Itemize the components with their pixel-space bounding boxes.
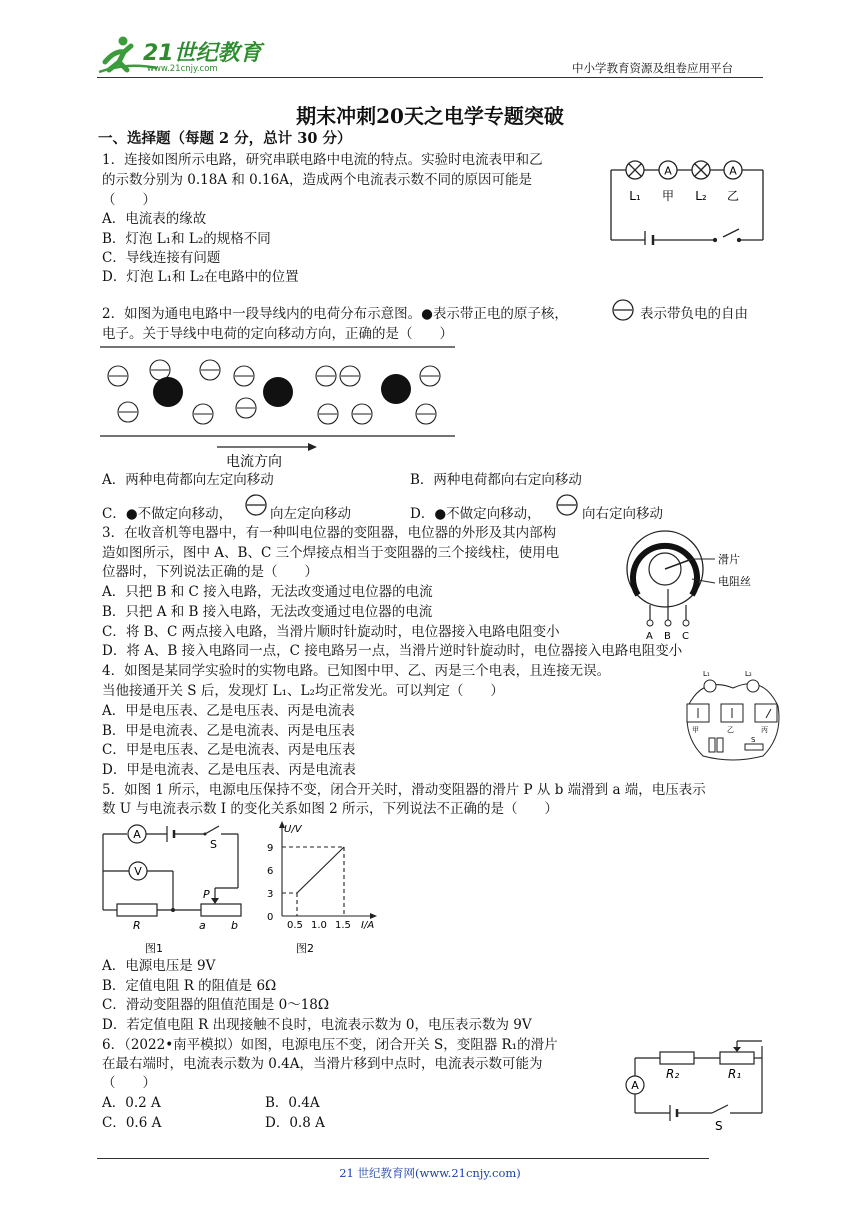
q1-circuit-figure xyxy=(605,155,770,245)
q5-option-d: D．若定值电阻 R 出现接触不良时，电流表示数为 0，电压表示数为 9V xyxy=(102,1017,532,1033)
q3-fig-A: A xyxy=(646,631,653,642)
q4-line2: 当他接通开关 S 后，发现灯 L₁、L₂均正常发光。可以判定（ ） xyxy=(102,683,504,699)
footer-text: 21 世纪教育网(www.21cnjy.com) xyxy=(339,1166,521,1180)
q3-line3: 位器时，下列说法正确的是（ ） xyxy=(102,564,318,580)
q1-option-d: D．灯泡 L₁和 L₂在电路中的位置 xyxy=(102,269,299,285)
q5-fig2-graph xyxy=(262,818,387,958)
q1-fig-L1: L₁ xyxy=(629,189,641,203)
q2-line1a: 2．如图为通电电路中一段导线内的电荷分布示意图。●表示带正电的原子核， xyxy=(102,306,568,322)
q5-option-c: C．滑动变阻器的阻值范围是 0～18Ω xyxy=(102,997,330,1013)
q6-fig-A: A xyxy=(631,1079,639,1092)
q5-fig1-caption: 图1 xyxy=(145,942,163,955)
q5-line2: 数 U 与电流表示数 I 的变化关系如图 2 所示，下列说法不正确的是（ ） xyxy=(102,801,559,817)
footer-divider xyxy=(97,1158,709,1159)
q5-fig2-ytick: 0 xyxy=(267,912,274,923)
q3-option-a: A．只把 B 和 C 接入电路，无法改变通过电位器的电流 xyxy=(102,584,433,600)
q2-option-d1: D．●不做定向移动， xyxy=(410,506,541,522)
q5-fig2-ytick: 6 xyxy=(267,866,274,877)
q1-fig-yi: 乙 xyxy=(726,189,740,203)
q4-fig-S: S xyxy=(751,736,756,744)
q5-option-a: A．电源电压是 9V xyxy=(102,958,216,974)
q2-option-b: B．两种电荷都向右定向移动 xyxy=(410,472,582,488)
q4-option-d: D．甲是电流表、乙是电压表、丙是电流表 xyxy=(102,762,356,778)
q4-option-c: C．甲是电压表、乙是电流表、丙是电压表 xyxy=(102,742,356,758)
q4-option-b: B．甲是电流表、乙是电流表、丙是电压表 xyxy=(102,723,355,739)
q1-line2: 的示数分别为 0.18A 和 0.16A，造成两个电流表示数不同的原因可能是 xyxy=(102,172,532,188)
logo-text: 21世纪教育 xyxy=(143,41,262,66)
q1-fig-ammeter1-label: A xyxy=(664,164,672,178)
page-title: 期末冲刺20天之电学专题突破 xyxy=(296,104,564,128)
electron-icon xyxy=(556,494,578,516)
q6-fig-R2: R₂ xyxy=(666,1067,680,1081)
q6-option-a: A．0.2 A xyxy=(102,1095,161,1111)
q3-option-c: C．将 B、C 两点接入电路，当滑片顺时针旋动时，电位器接入电路电阻变小 xyxy=(102,624,560,640)
q1-fig-jia: 甲 xyxy=(661,189,675,203)
q3-fig-wire: 电阻丝 xyxy=(718,575,751,588)
q5-fig2-xlabel: I/A xyxy=(361,920,375,931)
q1-line1: 1．连接如图所示电路，研究串联电路中电流的特点。实验时电流表甲和乙 xyxy=(102,152,543,168)
section-heading: 一、选择题（每题 2 分，总计 30 分） xyxy=(98,130,352,147)
q3-option-b: B．只把 A 和 B 接入电路，无法改变通过电位器的电流 xyxy=(102,604,433,620)
q2-option-c1: C．●不做定向移动， xyxy=(102,506,233,522)
logo-url: www.21cnjy.com xyxy=(147,64,218,74)
q3-option-d: D．将 A、B 接入电路同一点，C 接电路另一点，当滑片逆时针旋动时，电位器接入电路电阻变小 xyxy=(102,643,683,659)
q2-wire-figure xyxy=(100,344,460,474)
header-logo xyxy=(97,32,267,76)
q2-option-d2: 向右定向移动 xyxy=(582,506,663,522)
q1-fig-ammeter2-label: A xyxy=(729,164,737,178)
q4-fig-bing: 丙 xyxy=(761,726,768,734)
q4-fig-yi: 乙 xyxy=(727,726,734,734)
q3-line2: 造如图所示，图中 A、B、C 三个焊接点相当于变阻器的三个接线柱，使用电 xyxy=(102,545,560,561)
q1-option-c: C．导线连接有问题 xyxy=(102,250,221,266)
q6-circuit-figure xyxy=(620,1038,770,1133)
q5-line1: 5．如图 1 所示，电源电压保持不变，闭合开关时，滑动变阻器的滑片 P 从 b 端滑到 a 端，电压表示 xyxy=(102,782,706,798)
q4-fig-L2: L₂ xyxy=(745,670,752,678)
q3-fig-C: C xyxy=(682,631,689,642)
q4-option-a: A．甲是电压表、乙是电压表、丙是电流表 xyxy=(102,703,355,719)
q3-fig-B: B xyxy=(664,631,671,642)
q6-fig-R1: R₁ xyxy=(728,1067,742,1081)
q5-fig1-b: b xyxy=(231,919,238,932)
header-divider xyxy=(97,77,763,78)
q5-fig2-ylabel: U/V xyxy=(284,824,302,835)
q5-fig2-caption: 图2 xyxy=(296,942,314,955)
q5-fig1-A: A xyxy=(133,828,141,841)
q2-current-direction-label: 电流方向 xyxy=(226,454,282,470)
q2-line2: 电子。关于导线中电荷的定向移动方向，正确的是（ ） xyxy=(102,326,453,342)
q5-fig1-R: R xyxy=(133,919,141,932)
q6-option-d: D．0.8 A xyxy=(265,1115,325,1131)
q5-fig1-circuit xyxy=(95,818,255,958)
q5-fig1-V: V xyxy=(134,865,142,878)
q6-line1: 6．（2022•南平模拟）如图，电源电压不变，闭合开关 S，变阻器 R₁的滑片 xyxy=(102,1037,558,1053)
q6-option-b: B．0.4A xyxy=(265,1095,320,1111)
q5-fig2-xtick: 0.5 xyxy=(287,920,303,931)
q6-line2: 在最右端时，电流表示数为 0.4A，当滑片移到中点时，电流表示数可能为 xyxy=(102,1056,543,1072)
q6-fig-S: S xyxy=(715,1119,723,1133)
q5-fig1-P: P xyxy=(203,888,210,901)
q2-option-a: A．两种电荷都向左定向移动 xyxy=(102,472,274,488)
q1-option-b: B．灯泡 L₁和 L₂的规格不同 xyxy=(102,231,271,247)
q5-fig2-xtick: 1.0 xyxy=(311,920,327,931)
q2-option-c2: 向左定向移动 xyxy=(270,506,351,522)
q5-fig1-S: S xyxy=(210,838,217,851)
electron-icon xyxy=(612,299,634,321)
q5-fig2-ytick: 9 xyxy=(267,843,274,854)
q1-fig-L2: L₂ xyxy=(695,189,707,203)
q1-line3: （ ） xyxy=(102,192,156,208)
q5-fig1-a: a xyxy=(199,919,206,932)
q1-option-a: A．电流表的缘故 xyxy=(102,211,207,227)
q2-line1b: 表示带负电的自由 xyxy=(640,306,748,322)
q5-fig2-xtick: 1.5 xyxy=(335,920,351,931)
q6-option-c: C．0.6 A xyxy=(102,1115,162,1131)
q6-line3: （ ） xyxy=(102,1075,156,1091)
q4-line1: 4．如图是某同学实验时的实物电路。已知图中甲、乙、丙是三个电表，且连接无误。 xyxy=(102,663,611,679)
q3-potentiometer-figure xyxy=(620,527,770,642)
q5-option-b: B．定值电阻 R 的阻值是 6Ω xyxy=(102,978,277,994)
q3-fig-slider: 滑片 xyxy=(718,553,740,566)
q5-fig2-ytick: 3 xyxy=(267,889,274,900)
q4-fig-L1: L₁ xyxy=(703,670,710,678)
q3-line1: 3．在收音机等电器中，有一种叫电位器的变阻器，电位器的外形及其内部构 xyxy=(102,525,557,541)
q4-fig-jia: 甲 xyxy=(692,726,699,734)
electron-icon xyxy=(245,494,267,516)
header-right-text: 中小学教育资源及组卷应用平台 xyxy=(572,61,733,75)
q4-physical-circuit-figure xyxy=(683,666,783,766)
